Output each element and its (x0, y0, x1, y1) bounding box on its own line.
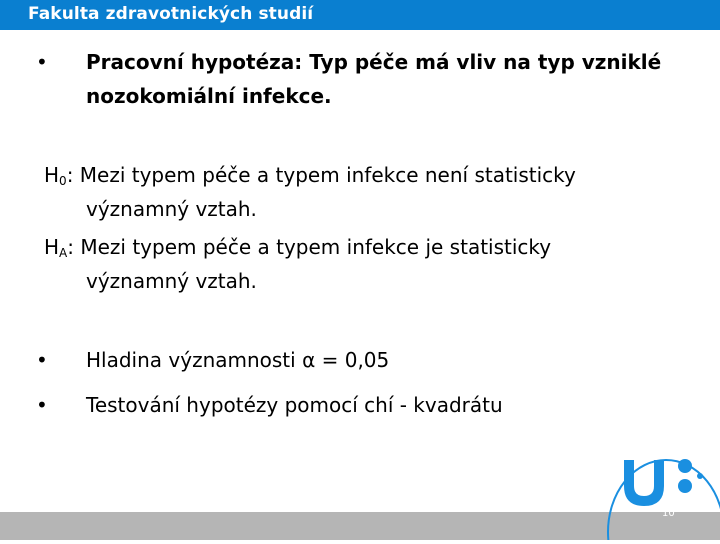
hypothesis-alternative (44, 230, 684, 298)
hypothesis-symbol: H (44, 235, 60, 259)
hypothesis-line-1: : Mezi typem péče a typem infekce je statisticky (67, 235, 552, 259)
hypothesis-null (44, 158, 684, 226)
hypothesis-subscript: 0 (59, 174, 67, 188)
university-logo-icon (604, 452, 720, 540)
faculty-title: Fakulta zdravotnických studií (28, 4, 314, 24)
bullet-marker: • (36, 348, 48, 372)
hypothesis-line-2: významný vztah. (86, 197, 257, 221)
hypothesis-line-2: významný vztah. (86, 269, 257, 293)
header-bar (0, 0, 720, 30)
hypothesis-symbol: H (44, 163, 60, 187)
page-number: 10 (662, 508, 675, 519)
hypothesis-subscript: A (59, 246, 68, 260)
bullet-marker: • (36, 50, 48, 74)
bullet-text: Testování hypotézy pomocí chí - kvadrátu (86, 393, 503, 417)
bullet-line-1: Pracovní hypotéza: Typ péče má vliv na typ vzniklé (86, 50, 662, 74)
bullet-text (86, 45, 686, 113)
hypothesis-line-1: : Mezi typem péče a typem infekce není statisticky (66, 163, 576, 187)
bullet-line-2: nozokomiální infekce. (86, 84, 332, 108)
bullet-marker: • (36, 393, 48, 417)
bullet-text: Hladina významnosti α = 0,05 (86, 348, 390, 372)
